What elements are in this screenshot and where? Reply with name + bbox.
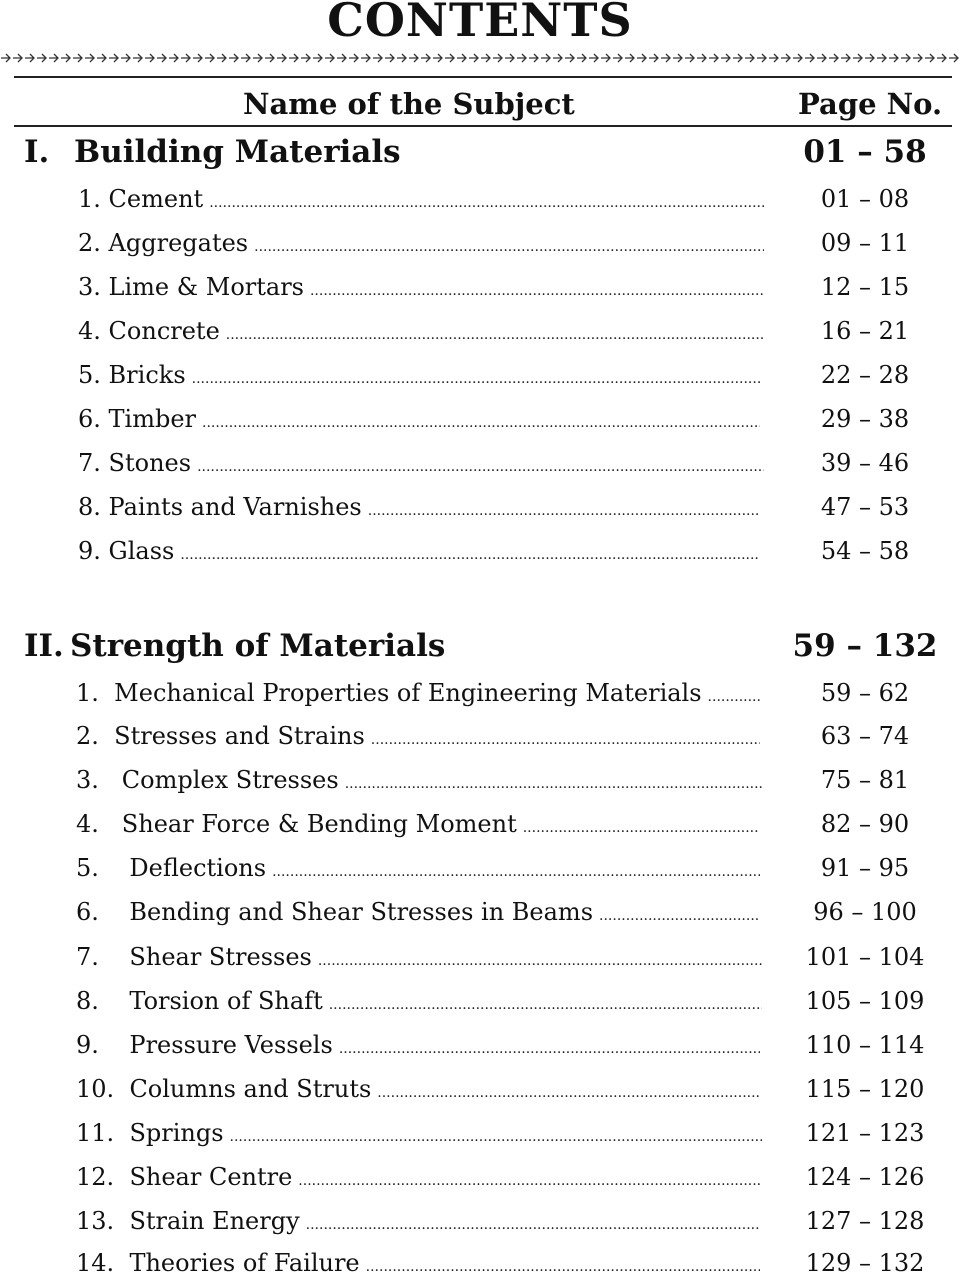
dot-leader [366, 1250, 760, 1284]
entry-pages: 121 – 123 [805, 1119, 925, 1147]
entry-number: 11. [76, 1119, 115, 1147]
entry-pages: 91 – 95 [820, 854, 910, 882]
entry-number: 14. [76, 1249, 115, 1277]
entry-label: Glass [108, 537, 175, 565]
dot-leader [306, 1208, 760, 1242]
entry-label: Theories of Failure [129, 1249, 360, 1277]
dot-leader [202, 406, 760, 440]
entry-label: Cement [108, 185, 204, 213]
entry-number: 1. [76, 679, 99, 707]
column-header-page: Page No. [798, 87, 943, 121]
entry-pages: 75 – 81 [820, 766, 910, 794]
dot-leader [272, 855, 760, 889]
entry-number: 12. [76, 1163, 115, 1191]
entry-number: 2. [76, 722, 99, 750]
entry-pages: 96 – 100 [813, 898, 917, 926]
dot-leader [368, 494, 760, 528]
entry-number: 7. [78, 449, 101, 477]
entry-pages: 59 – 62 [820, 679, 910, 707]
entry-label: Paints and Varnishes [108, 493, 362, 521]
section-numeral: I. [24, 134, 50, 170]
entry-label: Stones [108, 449, 192, 477]
entry-label: Torsion of Shaft [129, 987, 323, 1015]
entry-pages: 82 – 90 [820, 810, 910, 838]
entry-number: 2. [78, 229, 101, 257]
entry-number: 9. [76, 1031, 99, 1059]
entry-pages: 09 – 11 [820, 229, 910, 257]
entry-pages: 16 – 21 [820, 317, 910, 345]
entry-number: 3. [76, 766, 99, 794]
entry-label: Complex Stresses [121, 766, 339, 794]
entry-label: Deflections [129, 854, 267, 882]
entry-pages: 127 – 128 [805, 1207, 925, 1235]
entry-label: Bending and Shear Stresses in Beams [129, 898, 594, 926]
entry-label: Columns and Struts [129, 1075, 372, 1103]
entry-pages: 129 – 132 [805, 1249, 925, 1277]
entry-label: Strain Energy [129, 1207, 300, 1235]
entry-pages: 115 – 120 [805, 1075, 925, 1103]
entry-label: Shear Centre [129, 1163, 293, 1191]
entry-label: Pressure Vessels [129, 1031, 333, 1059]
dot-leader [599, 899, 760, 933]
top-rule [14, 76, 952, 78]
dot-leader [377, 1076, 760, 1110]
entry-pages: 124 – 126 [805, 1163, 925, 1191]
section-title: Strength of Materials [70, 628, 446, 664]
entry-label: Lime & Mortars [108, 273, 304, 301]
dot-leader [339, 1032, 760, 1066]
entry-number: 13. [76, 1207, 115, 1235]
dot-leader [708, 680, 760, 714]
dot-leader [209, 186, 764, 220]
entry-number: 5. [78, 361, 101, 389]
entry-pages: 29 – 38 [820, 405, 910, 433]
dot-leader [226, 318, 764, 352]
entry-number: 8. [78, 493, 101, 521]
section-title: Building Materials [74, 134, 401, 170]
entry-label: Concrete [108, 317, 220, 345]
entry-pages: 63 – 74 [820, 722, 910, 750]
entry-pages: 47 – 53 [820, 493, 910, 521]
decorative-border [0, 52, 960, 64]
dot-leader [298, 1164, 760, 1198]
dot-leader [254, 230, 764, 264]
dot-leader [310, 274, 764, 308]
entry-number: 1. [78, 185, 101, 213]
dot-leader [329, 988, 762, 1022]
entry-number: 10. [76, 1075, 115, 1103]
section-numeral: II. [24, 628, 64, 664]
dot-leader [523, 811, 760, 845]
dot-leader [371, 723, 760, 757]
entry-label: Stresses and Strains [114, 722, 365, 750]
section-page-range: 59 – 132 [792, 628, 938, 664]
entry-label: Springs [129, 1119, 224, 1147]
entry-label: Timber [108, 405, 197, 433]
entry-label: Aggregates [108, 229, 249, 257]
entry-pages: 110 – 114 [805, 1031, 925, 1059]
entry-pages: 39 – 46 [820, 449, 910, 477]
entry-pages: 54 – 58 [820, 537, 910, 565]
dot-leader [197, 450, 764, 484]
entry-pages: 105 – 109 [805, 987, 925, 1015]
entry-number: 3. [78, 273, 101, 301]
entry-number: 6. [76, 898, 99, 926]
dot-leader [180, 538, 760, 572]
dot-leader [345, 767, 762, 801]
entry-number: 4. [76, 810, 99, 838]
column-header-subject: Name of the Subject [243, 87, 575, 121]
entry-number: 8. [76, 987, 99, 1015]
entry-label: Mechanical Properties of Engineering Materials [114, 679, 702, 707]
dot-leader [192, 362, 760, 396]
dot-leader [318, 944, 762, 978]
entry-number: 9. [78, 537, 101, 565]
entry-pages: 01 – 08 [820, 185, 910, 213]
entry-number: 5. [76, 854, 99, 882]
entry-label: Shear Stresses [129, 943, 312, 971]
entry-number: 4. [78, 317, 101, 345]
dot-leader [230, 1120, 762, 1154]
entry-label: Bricks [108, 361, 186, 389]
page-title: CONTENTS [327, 0, 633, 47]
entry-pages: 101 – 104 [805, 943, 925, 971]
entry-pages: 22 – 28 [820, 361, 910, 389]
entry-number: 7. [76, 943, 99, 971]
entry-pages: 12 – 15 [820, 273, 910, 301]
section-page-range: 01 – 58 [803, 134, 927, 170]
entry-label: Shear Force & Bending Moment [121, 810, 517, 838]
entry-number: 6. [78, 405, 101, 433]
header-rule [14, 125, 952, 127]
